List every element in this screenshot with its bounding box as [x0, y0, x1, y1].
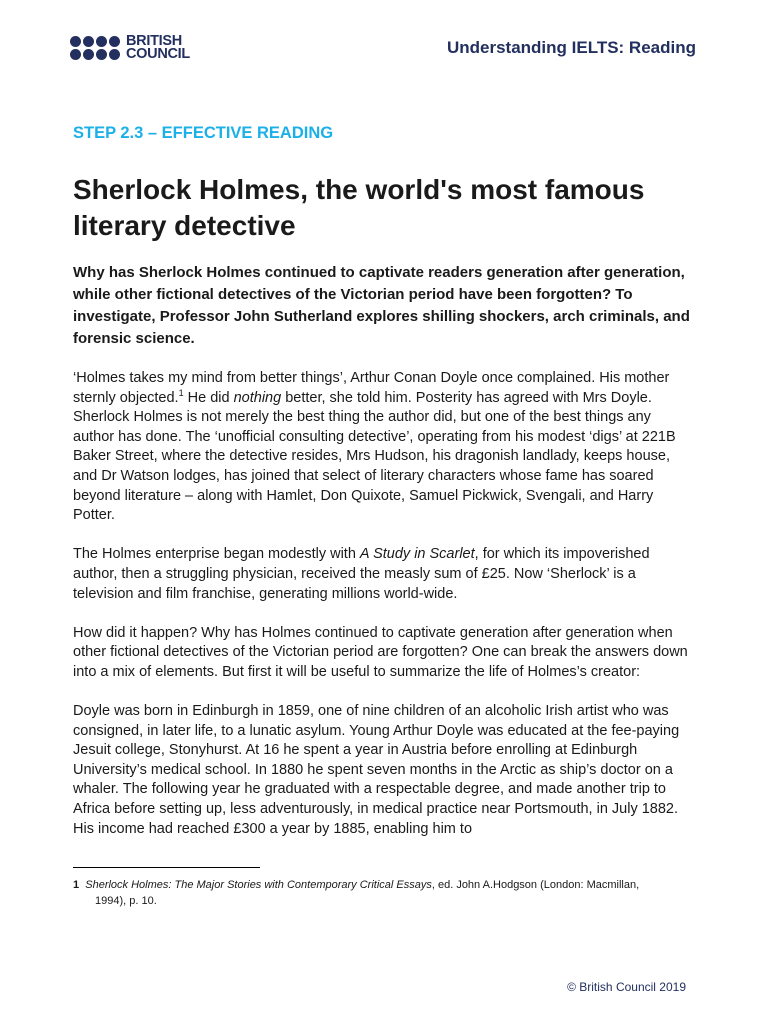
article-title: Sherlock Holmes, the world's most famous literary detective	[73, 174, 645, 241]
article-body	[73, 369, 693, 859]
paragraph-1-emphasis: nothing	[233, 389, 282, 406]
logo-dots-icon	[70, 36, 120, 60]
footnote	[73, 877, 693, 909]
paragraph-1-text-b: He did	[183, 389, 234, 406]
step-heading: STEP 2.3 – EFFECTIVE READING	[73, 124, 334, 142]
footnote-line-1	[73, 877, 693, 893]
logo-text	[126, 35, 190, 61]
paragraph-2-emphasis: A Study in Scarlet	[359, 546, 475, 563]
logo-line1: BRITISH	[126, 33, 182, 49]
paragraph-2-text-b: , for which its impoverished author, then a struggling physician, received the measly sum of £25. Now ‘Sherlock’ is a television and film franchise, generating millions world-wide.	[73, 546, 650, 602]
footnote-divider	[73, 867, 260, 868]
footnote-title: Sherlock Holmes: The Major Stories with Contemporary Critical Essays	[85, 879, 432, 891]
paragraph-2-text-a: The Holmes enterprise began modestly with	[73, 546, 360, 563]
footnote-line-2: 1994), p. 10.	[95, 895, 157, 907]
logo-line2: COUNCIL	[126, 46, 190, 62]
paragraph-1	[73, 369, 693, 526]
header-title: Understanding IELTS: Reading	[446, 38, 696, 57]
paragraph-1-text-a: ‘Holmes takes my mind from better things’, Arthur Conan Doyle once complained. His mother sternly objected.	[73, 370, 670, 406]
article-lead: Why has Sherlock Holmes continued to captivate readers generation after generation, while other fictional detectives of the Victorian period have been forgotten? To investigate, Professor John Sutherland explores shilling shockers, arch criminals, and forensic science.	[73, 264, 690, 347]
footnote-number: 1	[73, 879, 80, 891]
paragraph-3: How did it happen? Why has Holmes continued to captivate generation after generation when other fictional detectives of the Victorian period are forgotten? One can break the answers down into a mix of elements. But first it will be useful to summarize the life of Holmes’s creator:	[73, 624, 688, 680]
footnote-ref: 1	[178, 387, 184, 398]
paragraph-1-text-c: better, she told him. Posterity has agreed with Mrs Doyle. Sherlock Holmes is not merely the best thing the author did, but one of the best things any author has done. The ‘unofficial consulting detective’, operating from his modest ‘digs’ at 221B Baker Street, where the detective resides, Mrs Hudson, his dragonish landlady, keeps house, and Dr Watson lodges, has joined that select of literary characters whose fame has soared beyond literature – along with Hamlet, Don Quixote, Samuel Pickwick, Svengali, and Harry Potter.	[73, 389, 676, 524]
footnote-text-a: , ed. John A.Hodgson (London: Macmillan,	[431, 879, 640, 891]
british-council-logo	[70, 35, 190, 61]
copyright: © British Council 2019	[567, 980, 686, 994]
paragraph-4: Doyle was born in Edinburgh in 1859, one of nine children of an alcoholic Irish artist who was consigned, in later life, to a lunatic asylum. Young Arthur Doyle was educated at the fee-paying Jesuit college, Stonyhurst. At 16 he spent a year in Austria before enrolling at Edinburgh University’s medical school. In 1880 he spent seven months in the Arctic as ship’s doctor on a whaler. The following year he graduated with a respectable degree, and made another trip to Africa before setting up, less adventurously, in medical practice near Portsmouth, in July 1882. His income had reached £300 a year by 1885, enabling him to	[73, 703, 680, 837]
paragraph-2	[73, 545, 693, 604]
